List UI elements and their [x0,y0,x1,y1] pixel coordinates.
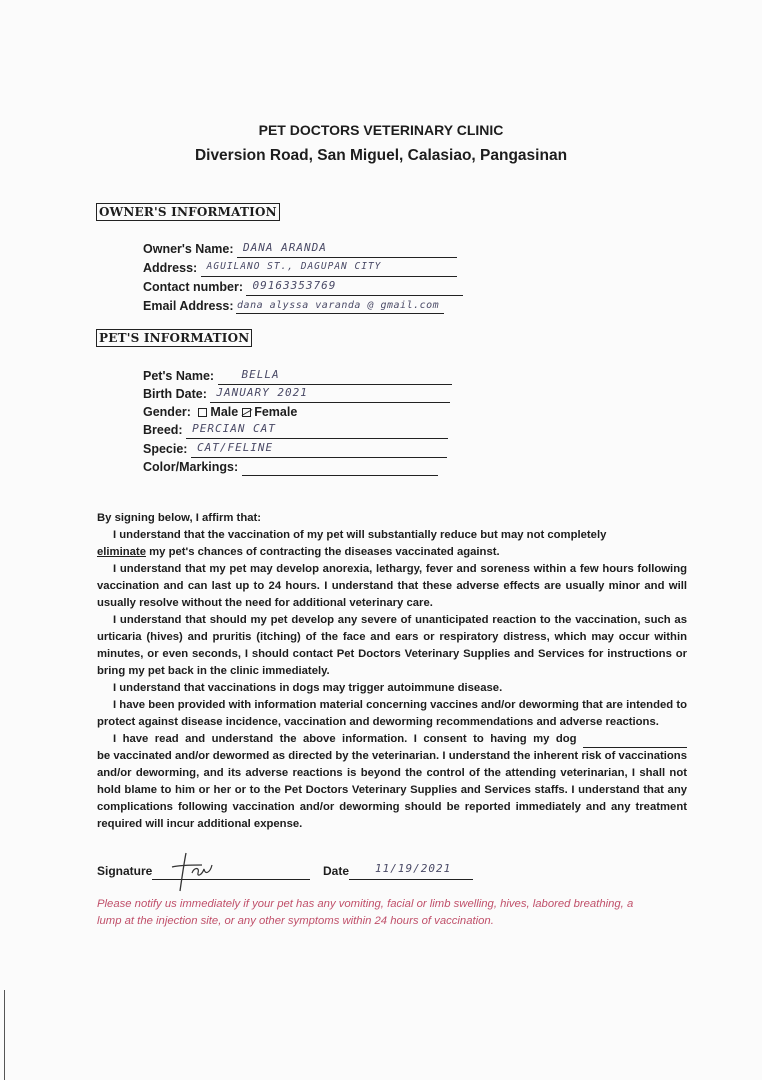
email-underline [236,313,444,314]
clinic-address: Diversion Road, San Miguel, Calasiao, Pangasinan [194,147,568,164]
signature-field[interactable] [97,862,310,880]
male-label: Male [210,405,239,419]
pet-specie-value: CAT/FELINE [196,441,274,454]
eliminate-underlined: eliminate [97,546,146,558]
owner-contact-label: Contact number: [143,280,243,294]
pet-name-label: Pet's Name: [143,369,215,383]
pet-birth-label: Birth Date: [143,387,207,401]
pet-birth-field[interactable] [143,385,450,403]
scan-edge [4,990,5,1080]
consent-paragraph-6: be vaccinated and/or dewormed as directed by the veterinarian. I understand the inherent risk of vaccinations and/or deworming, and its adverse reactions is beyond the control of the attending veterinarian, I shall not hold blame to him or her or to the Pet Doctors Veterinary Supplies and Services staffs. I understand that any complications following vaccination and/or deworming should be reported immediately and any treatment required will incur additional expense. [97,750,687,830]
owner-name-field[interactable] [143,240,457,258]
pet-specie-label: Specie: [143,442,188,456]
consent-paragraph-1: I understand that the vaccination of my pet will substantially reduce but may not completely eliminate my pet's chances of contracting the diseases vaccinated against. [97,529,607,558]
pet-name-value: BELLA [241,368,280,381]
signature-label: Signature [97,864,153,878]
aftercare-notice: Please notify us immediately if your pet has any vomiting, facial or limb swelling, hives, labored breathing, a lump at the injection site, or any other symptoms within 24 hours of vaccination. [97,898,634,927]
signature-line[interactable] [152,865,310,880]
consent-paragraph-3: I understand that should my pet develop any severe of unanticipated reaction to the vaccination, such as urticaria (hives) and pruritis (itching) of the face and ears or respiratory distress, which may occur within minutes, or even seconds, I should contact Pet Doctors Veterinary Supplies and Services for instructions or bring my pet back in the clinic immediately. [97,614,687,677]
date-label: Date [323,864,350,878]
consent-intro: By signing below, I affirm that: [97,512,262,524]
owner-email-value: dana alyssa varanda @ gmail.com [237,300,440,311]
consent-paragraph-6-start: I have read and understand the above information. I consent to having my dog [97,731,687,748]
pet-breed-label: Breed: [143,423,183,437]
consent-paragraph-4: I understand that vaccinations in dogs may trigger autoimmune disease. [113,682,503,694]
consent-block [97,510,687,833]
female-checkbox[interactable] [242,408,251,417]
pet-color-field[interactable] [143,458,438,476]
owner-name-value: DANA ARANDA [243,241,327,254]
female-label: Female [254,405,298,419]
owner-address-field[interactable] [143,259,457,277]
pet-gender-label: Gender: [143,405,191,419]
owner-contact-value: 09163353769 [252,279,337,292]
owner-contact-field[interactable] [143,278,463,296]
date-field[interactable] [323,862,473,880]
clinic-name: PET DOCTORS VETERINARY CLINIC [258,122,504,138]
pet-specie-field[interactable] [143,440,447,458]
handwritten-signature [168,851,218,893]
consent-paragraph-5: I have been provided with information material concerning vaccines and/or deworming that are intended to protect against disease incidence, vaccination and deworming recommendations and adverse reactions. [97,699,687,728]
pet-breed-field[interactable] [143,421,448,439]
pet-birth-value: JANUARY 2021 [216,386,308,399]
male-checkbox[interactable] [198,408,207,417]
owner-address-label: Address: [143,261,198,275]
owner-name-label: Owner's Name: [143,242,234,256]
consent-paragraph-2: I understand that my pet may develop anorexia, lethargy, fever and soreness within a few hours following vaccination and can last up to 24 hours. I understand that these adverse effects are usually minor and will usually resolve without the need for additional veterinary care. [97,563,687,609]
pet-breed-value: PERCIAN CAT [192,422,276,435]
pet-color-label: Color/Markings: [143,460,239,474]
owner-address-value: AGUILANO ST., DAGUPAN CITY [206,261,382,272]
pet-section-title: PET'S INFORMATION [96,329,252,347]
pet-gender-field[interactable] [143,403,297,421]
pet-name-field[interactable] [143,367,452,385]
owner-email-label: Email Address: [143,299,234,313]
date-value: 11/19/2021 [375,862,452,875]
owner-section-title: OWNER'S INFORMATION [96,203,280,221]
dog-name-blank[interactable] [583,733,687,748]
